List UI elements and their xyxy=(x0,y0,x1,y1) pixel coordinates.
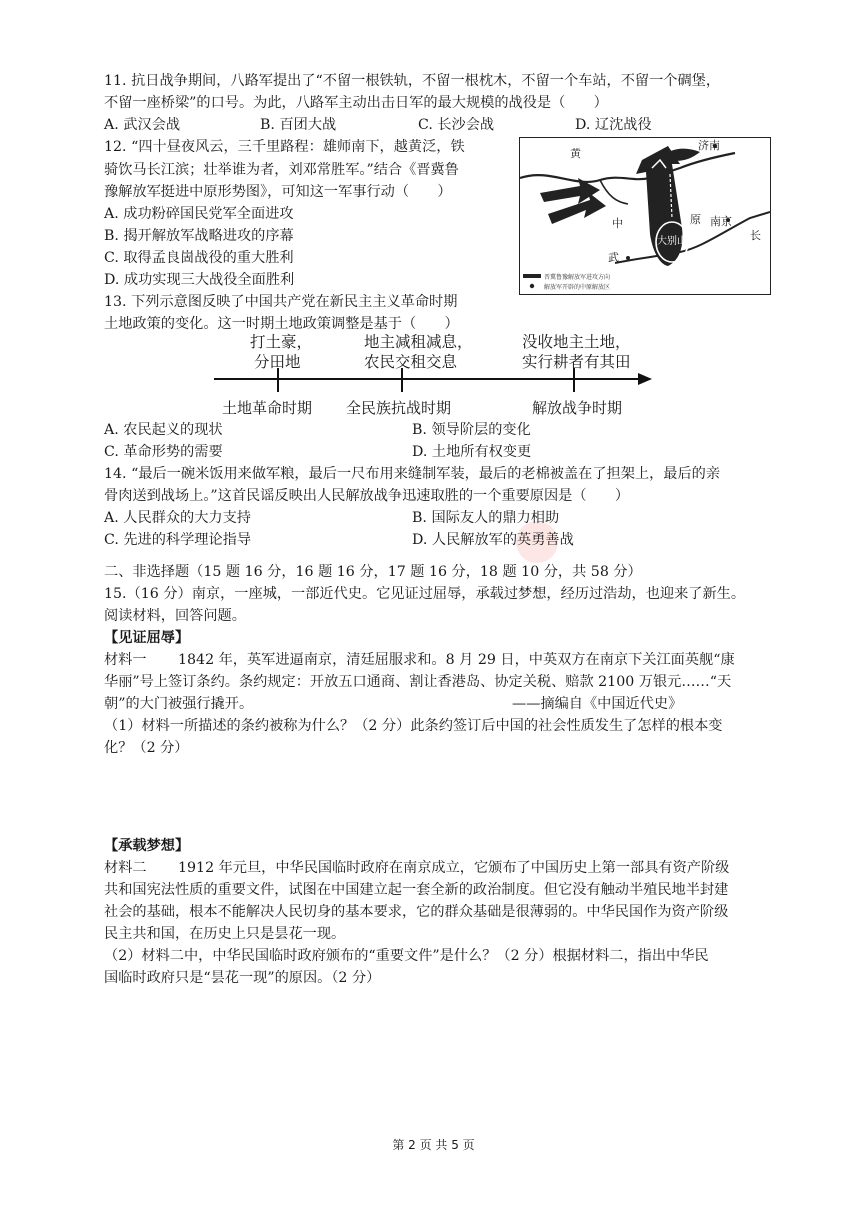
material2-label: 材料二 xyxy=(104,860,147,876)
q12-option-d: D. 成功实现三大战役全面胜利 xyxy=(104,272,295,288)
material1-line3: 朝”的大门被强行撬开。 xyxy=(104,696,254,712)
q14-line2: 骨肉送到战场上。”这首民谣反映出人民解放战争迅速取胜的一个重要原因是（ ） xyxy=(104,488,630,504)
timeline-top-2-b: 农民交租交息 xyxy=(364,353,458,371)
timeline-top-1-b: 分田地 xyxy=(254,353,301,371)
q11-option-d: D. 辽沈战役 xyxy=(575,117,652,133)
q13-option-d: D. 土地所有权变更 xyxy=(412,444,532,460)
q11-line1: 11. 抗日战争期间，八路军提出了“不留一根铁轨，不留一根枕木，不留一个车站，不留一个碉堡， xyxy=(104,73,721,89)
q15-1-line1: （1）材料一所描述的条约被称为什么？（2 分）此条约签订后中国的社会性质发生了怎样的根本变 xyxy=(104,718,723,734)
material1-line1: 1842 年，英军进逼南京，清廷屈服求和。8 月 29 日，中英双方在南京下关江面英舰“康 xyxy=(178,652,735,668)
timeline-axis xyxy=(210,366,660,396)
map-label-nanjing: 南京 xyxy=(710,215,732,228)
q12-option-a: A. 成功粉碎国民党军全面进攻 xyxy=(104,206,294,222)
q11-option-a: A. 武汉会战 xyxy=(104,117,181,133)
material1-label: 材料一 xyxy=(104,652,147,668)
q14-option-a: A. 人民群众的大力支持 xyxy=(104,510,251,526)
map-label-wu: 武 xyxy=(608,251,619,264)
map-legend-arrow: 晋冀鲁豫解放军进攻方向 xyxy=(544,274,611,281)
q11-option-c: C. 长沙会战 xyxy=(418,117,495,133)
map-drawing xyxy=(520,138,770,294)
q12-line1: 12. “四十昼夜风云，三千里路程：雄师南下，越黄泛，铁 xyxy=(104,139,465,155)
material1-source: ——摘编自《中国近代史》 xyxy=(512,696,683,712)
material2-line4: 民主共和国，在历史上只是昙花一现。 xyxy=(104,926,346,942)
q15-2-line1: （2）材料二中，中华民国临时政府颁布的“重要文件”是什么？（2 分）根据材料二，指出中华民 xyxy=(104,948,709,964)
q15-intro-1: 15.（16 分）南京，一座城，一部近代史。它见证过屈辱，承载过梦想，经历过浩劫，也迎来了新生。 xyxy=(104,586,746,602)
map-label-dabieshan: 大别山 xyxy=(657,236,687,247)
q12-option-b: B. 揭开解放军战略进攻的序幕 xyxy=(104,228,294,244)
q13-option-a: A. 农民起义的现状 xyxy=(104,422,223,438)
timeline-top-1-a: 打土豪， xyxy=(250,333,313,351)
q13-line1: 13. 下列示意图反映了中国共产党在新民主主义革命时期 xyxy=(104,294,458,310)
map-label-yuan: 原 xyxy=(690,213,701,226)
timeline-bottom-3: 解放战争时期 xyxy=(532,399,623,417)
q14-option-b: B. 国际友人的鼎力相助 xyxy=(412,510,560,526)
section2-heading: 二、非选择题（15 题 16 分，16 题 16 分，17 题 16 分，18 题 10 分，共 58 分） xyxy=(104,564,642,580)
q15-heading-1: 【见证屈辱】 xyxy=(104,630,190,646)
q11-line2: 不留一座桥梁”的口号。为此，八路军主动出击日军的最大规模的战役是（ ） xyxy=(104,95,608,111)
map-label-liangshan: 梁山 xyxy=(683,169,705,182)
q13-option-b: B. 领导阶层的变化 xyxy=(412,422,531,438)
q15-1-line2: 化？（2 分） xyxy=(104,740,189,756)
q14-option-c: C. 先进的科学理论指导 xyxy=(104,532,252,548)
material2-line3: 社会的基础，根本不能解决人民切身的基本要求，它的群众基础是很薄弱的。中华民国作为资产阶级 xyxy=(104,904,729,920)
map-label-huang: 黄 xyxy=(570,147,581,160)
q13-line2: 土地政策的变化。这一时期土地政策调整是基于（ ） xyxy=(104,316,459,332)
q12-line2: 骑饮马长江滨；壮举谁为者，刘邓常胜军。”结合《晋冀鲁 xyxy=(104,162,459,178)
map-label-ji: 集 xyxy=(698,181,709,194)
map-legend-region: 解放军开辟的中原解放区 xyxy=(544,284,611,291)
map-label-jinan: 济南 xyxy=(698,139,720,152)
zhongyuan-map xyxy=(519,137,771,295)
q14-line1: 14. “最后一碗米饭用来做军粮，最后一尺布用来缝制军装，最后的老棉被盖在了担架上，最后的亲 xyxy=(104,466,721,482)
q11-option-b: B. 百团大战 xyxy=(260,117,337,133)
timeline-bottom-1: 土地革命时期 xyxy=(222,399,313,417)
q13-option-c: C. 革命形势的需要 xyxy=(104,444,223,460)
q14-option-d: D. 人民解放军的英勇善战 xyxy=(412,532,574,548)
map-label-zhong: 中 xyxy=(612,217,623,230)
q12-option-c: C. 取得孟良崮战役的重大胜利 xyxy=(104,250,294,266)
material2-line1: 1912 年元旦，中华民国临时政府在南京成立，它颁布了中国历史上第一部具有资产阶级 xyxy=(178,860,730,876)
timeline-top-3-b: 实行耕者有其田 xyxy=(522,353,631,371)
material2-line2: 共和国宪法性质的重要文件，试图在中国建立起一套全新的政治制度。但它没有触动半殖民地半封建 xyxy=(104,882,729,898)
q15-heading-2: 【承载梦想】 xyxy=(104,838,190,854)
timeline-bottom-2: 全民族抗战时期 xyxy=(346,399,452,417)
timeline-top-2-a: 地主减租减息， xyxy=(364,333,473,351)
map-label-chang: 长 xyxy=(750,229,761,242)
material1-line2: 华丽”号上签订条约。条约规定：开放五口通商、割让香港岛、协定关税、赔款 2100 万银元……“天 xyxy=(104,674,732,690)
page-number: 第 2 页 共 5 页 xyxy=(392,1138,475,1152)
q15-intro-2: 阅读材料，回答问题。 xyxy=(104,608,246,624)
map-label-he: 河 xyxy=(578,161,589,174)
q15-2-line2: 国临时政府只是“昙花一现”的原因。（2 分） xyxy=(104,970,381,986)
q12-line3: 豫解放军挺进中原形势图》，可知这一军事行动（ ） xyxy=(104,184,452,200)
timeline-top-3-a: 没收地主土地， xyxy=(522,333,631,351)
